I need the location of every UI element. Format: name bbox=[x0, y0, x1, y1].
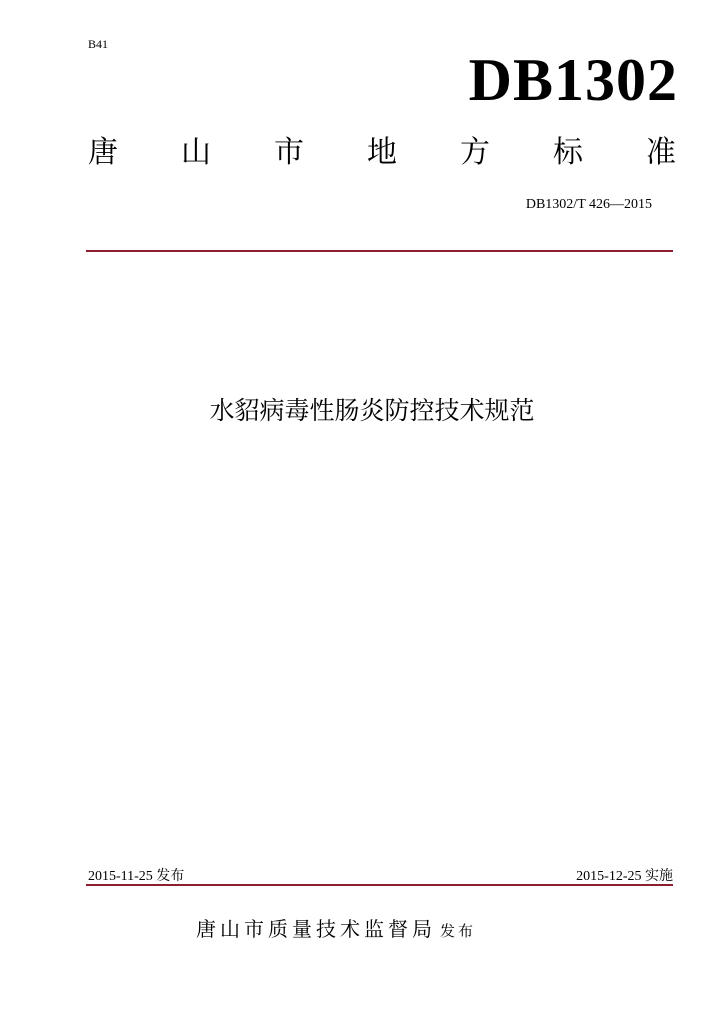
implement-date: 2015-12-25 实施 bbox=[576, 869, 673, 884]
standard-number: DB1302/T 426—2015 bbox=[525, 197, 652, 212]
top-divider bbox=[86, 250, 673, 252]
standard-logo: DB1302 bbox=[468, 47, 678, 113]
standard-type-char: 唐 bbox=[88, 135, 118, 170]
standard-type-char: 方 bbox=[460, 135, 490, 170]
issuer-line bbox=[196, 913, 476, 942]
standard-type-heading bbox=[88, 134, 676, 172]
classification-code: B41 bbox=[88, 37, 109, 51]
standard-type-char: 山 bbox=[181, 135, 211, 170]
standard-type-char: 市 bbox=[274, 135, 304, 170]
document-title: 水貂病毒性肠炎防控技术规范 bbox=[209, 396, 535, 425]
release-date: 2015-11-25 发布 bbox=[88, 869, 185, 884]
bottom-divider bbox=[86, 884, 673, 886]
standard-type-char: 准 bbox=[646, 135, 676, 170]
standard-type-char: 标 bbox=[553, 135, 583, 170]
standard-type-char: 地 bbox=[367, 135, 397, 170]
issuer-suffix: 发布 bbox=[440, 922, 477, 940]
issuer-name: 唐山市质量技术监督局 bbox=[196, 917, 436, 941]
